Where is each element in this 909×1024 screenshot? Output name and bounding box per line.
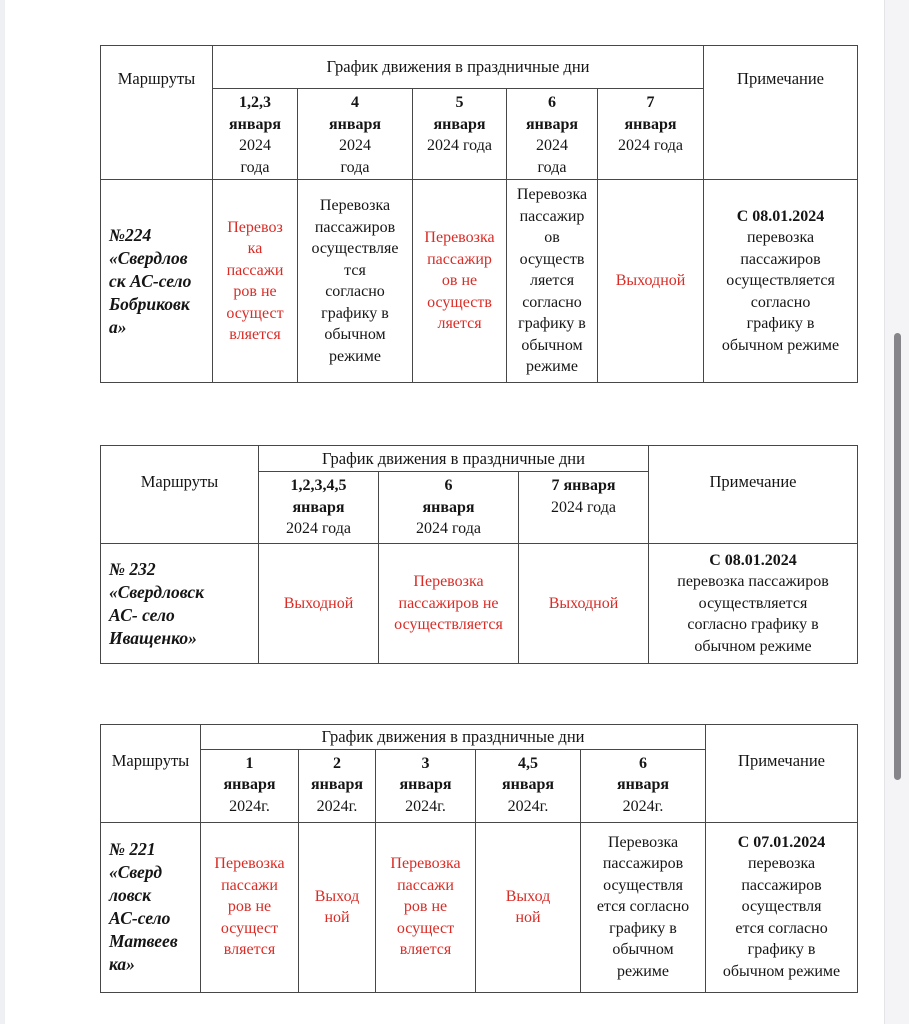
note-date: С 07.01.2024 (737, 833, 826, 851)
schedule-table-route-232 (100, 445, 858, 664)
date-header-year: 2024 года (339, 137, 371, 176)
document-page (100, 45, 857, 993)
date-header-cell (507, 89, 598, 180)
note-column-header: Примечание (706, 725, 858, 823)
date-header-cell (259, 472, 379, 544)
schedule-table-route-224 (100, 45, 858, 383)
routes-column-header: Маршруты (101, 46, 213, 180)
route-name-cell (101, 180, 213, 383)
date-header-cell (581, 749, 706, 822)
date-header-day: 4 января (328, 94, 382, 133)
date-header-year: 2024г. (316, 797, 358, 815)
schedule-status-text: Перевозка пассажиров не осуществляется (394, 573, 503, 634)
page-left-edge (0, 0, 5, 1024)
note-text: перевозка пассажиров осуществля ется согласно графику в обычном режиме (722, 855, 841, 980)
schedule-group-header: График движения в праздничные дни (259, 446, 649, 472)
date-header-day: 1,2,3 января (228, 94, 282, 133)
note-cell (704, 180, 858, 383)
scrollbar-thumb[interactable] (894, 333, 901, 780)
schedule-status-text: Перевозка пассажир ов не осуществ ляется (424, 229, 495, 333)
date-header-year: 2024 года (239, 137, 271, 176)
schedule-status-text: Перевозка пассажир ов осуществ ляется согласно графику в обычном режиме (516, 186, 588, 376)
date-header-cell (376, 749, 476, 822)
date-header-day: 4,5 января (501, 754, 555, 793)
schedule-status-text: Выход ной (505, 887, 551, 926)
date-header-year: 2024г. (622, 797, 664, 815)
date-header-cell (213, 89, 298, 180)
schedule-status-text: Выходной (548, 594, 619, 612)
date-header-year: 2024г. (405, 797, 446, 815)
schedule-status-cell (507, 180, 598, 383)
scrollbar-track[interactable] (884, 0, 909, 1024)
schedule-status-cell (213, 180, 298, 383)
note-column-header: Примечание (704, 46, 858, 180)
schedule-status-text: Перевозка пассажиров осуществля ется согласно графику в обычном режиме (596, 833, 690, 980)
route-name-cell (101, 822, 201, 992)
date-header-cell (413, 89, 507, 180)
schedule-status-text: Перевозка пассажиров осуществляе тся согласно графику в обычном режиме (311, 197, 399, 365)
date-header-year: 2024 года (551, 498, 616, 516)
schedule-status-text: Перевозка пассажи ров не осущест вляется (214, 855, 285, 959)
date-header-cell (201, 749, 299, 822)
schedule-status-text: Выходной (283, 594, 354, 612)
date-header-day: 7 января (624, 94, 677, 133)
date-header-year: 2024 года (416, 520, 481, 537)
schedule-status-cell (298, 180, 413, 383)
schedule-status-text: Перевоз ка пассажи ров не осущест вляется (226, 218, 284, 343)
schedule-status-cell (259, 544, 379, 664)
note-cell (706, 822, 858, 992)
date-header-day: 1,2,3,4,5 января (290, 477, 347, 516)
date-header-day: 1 января (223, 754, 276, 793)
schedule-status-cell (201, 822, 299, 992)
routes-column-header: Маршруты (101, 725, 201, 823)
routes-column-header: Маршруты (101, 446, 259, 544)
schedule-status-text: Перевозка пассажи ров не осущест вляется (390, 855, 461, 959)
schedule-status-cell (413, 180, 507, 383)
note-text: перевозка пассажиров осуществляется согласно графику в обычном режиме (721, 229, 840, 354)
schedule-status-text: Выход ной (314, 887, 360, 926)
note-column-header: Примечание (649, 446, 858, 544)
date-header-year: 2024 года (536, 137, 568, 176)
date-header-cell (298, 89, 413, 180)
date-header-day: 3 января (399, 754, 452, 793)
date-header-year: 2024г. (507, 797, 549, 815)
route-name: № 232 «Свердловск АС- село Иващенко» (109, 558, 204, 648)
date-header-cell (476, 749, 581, 822)
date-header-year: 2024 года (286, 520, 351, 537)
date-header-cell (519, 472, 649, 544)
date-header-day: 2 января (310, 754, 364, 793)
schedule-status-cell (519, 544, 649, 664)
note-text: перевозка пассажиров осуществляется согласно графику в обычном режиме (677, 573, 829, 655)
schedule-status-cell (376, 822, 476, 992)
date-header-day: 6 января (616, 754, 670, 793)
schedule-status-cell (299, 822, 376, 992)
note-cell (649, 544, 858, 664)
date-header-day: 7 января (551, 477, 616, 494)
note-date: С 08.01.2024 (736, 207, 825, 225)
schedule-status-text: Выходной (615, 272, 686, 290)
date-header-cell (598, 89, 704, 180)
route-name: № 221 «Сверд ловск АС-село Матвеев ка» (109, 839, 178, 974)
schedule-status-cell (379, 544, 519, 664)
schedule-status-cell (598, 180, 704, 383)
date-header-day: 6 января (422, 477, 475, 516)
schedule-status-cell (581, 822, 706, 992)
route-name: №224 «Свердлов ск АС-село Бобриковк а» (109, 224, 192, 337)
date-header-day: 6 января (525, 94, 579, 133)
schedule-group-header: График движения в праздничные дни (201, 725, 706, 750)
schedule-status-cell (476, 822, 581, 992)
date-header-day: 5 января (433, 94, 486, 133)
date-header-year: 2024 года (427, 137, 492, 154)
date-header-cell (299, 749, 376, 822)
schedule-group-header: График движения в праздничные дни (213, 46, 704, 89)
date-header-year: 2024г. (229, 797, 270, 815)
schedule-table-route-221 (100, 724, 858, 993)
note-date: С 08.01.2024 (709, 551, 797, 569)
date-header-year: 2024 года (618, 137, 683, 154)
date-header-cell (379, 472, 519, 544)
route-name-cell (101, 544, 259, 664)
